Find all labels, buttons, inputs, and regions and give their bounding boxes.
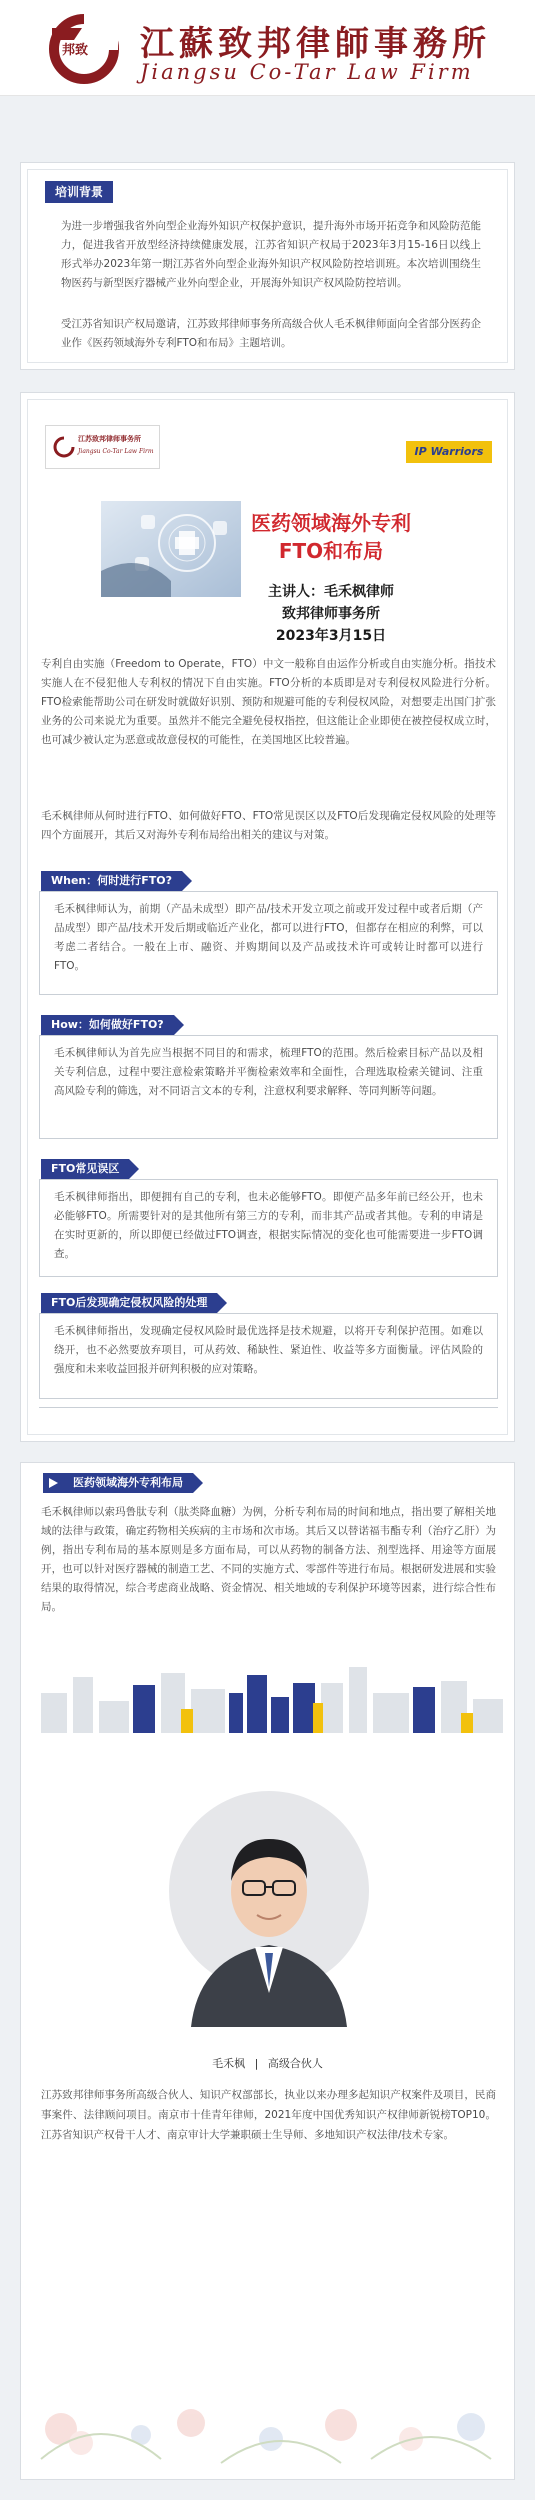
name-separator: |: [254, 2057, 259, 2070]
poster-logo-cn: 江苏致邦律师事务所: [78, 435, 141, 443]
poster-title-line-1: 医药领域海外专利: [251, 511, 411, 535]
section-box-when: [39, 891, 498, 995]
page-header: [0, 0, 535, 96]
play-triangle-icon: [43, 1473, 63, 1493]
poster-logo: [45, 425, 160, 469]
ip-warriors-badge: IP Warriors: [406, 441, 492, 463]
section-tag-when: When：何时进行FTO?: [41, 871, 182, 891]
section-text-misconceptions: 毛禾枫律师指出，即便拥有自己的专利，也未必能够FTO。即便产品多年前已经公开，也未必能够FTO。所需要针对的是其他所有第三方的专利，而非其产品或者其他。专利的申请是在实时更新的，所以即便已经做过FTO调查，根据实际情况的变化也可能需要进一步FTO调查。: [54, 1191, 483, 1260]
floral-decoration-icon: [21, 2339, 514, 2479]
training-poster: [45, 425, 492, 645]
profile-title: 高级合伙人: [267, 2057, 323, 2070]
poster-firm: 致邦律师事务所: [282, 606, 380, 622]
training-background-card: [20, 162, 515, 370]
background-paragraph-1: 为进一步增强我省外向型企业海外知识产权保护意识，提升海外市场开拓竞争和风险防范能力，促进我省开放型经济持续健康发展，江苏省知识产权局于2023年3月15-16日以线上形式举办2023年第一期江苏省外向型企业海外知识产权风险防控培训班。本次培训围绕生物医药与新型医疗器械产业外向型企业，开展海外知识产权风险防控培训。: [61, 220, 481, 289]
section-box-misconceptions: [39, 1179, 498, 1277]
section-tag-how: How：如何做好FTO?: [41, 1015, 174, 1035]
section-box-how: [39, 1035, 498, 1139]
city-skyline-icon: [21, 1663, 514, 1733]
section-tag-risk-handling: FTO后发现确定侵权风险的处理: [41, 1293, 217, 1313]
section-box-risk-handling: [39, 1313, 498, 1399]
section-tag: 培训背景: [45, 181, 113, 203]
profile-name-line: [21, 2055, 514, 2071]
mini-logo-icon: [50, 434, 76, 460]
divider: [39, 1407, 498, 1408]
poster-title-line-2: FTO和布局: [278, 539, 384, 563]
firm-name-en: Jiangsu Co-Tar Law Firm: [140, 60, 474, 84]
background-paragraph-2: 受江苏省知识产权局邀请，江苏致邦律师事务所高级合伙人毛禾枫律师面向全省部分医药企业作《医药领域海外专利FTO和布局》主题培训。: [61, 318, 481, 349]
firm-name-cn: 江蘇致邦律師事務所: [140, 24, 491, 64]
section-text-risk-handling: 毛禾枫律师指出，发现确定侵权风险时最优选择是技术规避，以将开专利保护范围。如难以绕开，也不必然要放弃项目，可从药效、稀缺性、紧迫性、收益等多方面衡量。评估风险的强度和未来收益回报并研判积极的应对策略。: [54, 1325, 483, 1375]
poster-speaker: 主讲人：毛禾枫律师: [268, 584, 394, 600]
training-content-card: [20, 392, 515, 1442]
section-tag-misconceptions: FTO常见误区: [41, 1159, 129, 1179]
lawyer-portrait-icon: [151, 1781, 387, 2027]
profile-name: 毛禾枫: [212, 2057, 246, 2070]
medical-tech-illustration-icon: [101, 501, 241, 597]
fto-intro-paragraph-1: 专利自由实施（Freedom to Operate，FTO）中文一般称自由运作分析或自由实施分析。指技术实施人在不侵犯他人专利权的情况下自由实施。FTO分析的本质即是对专利侵权风险进行分析。FTO检索能帮助公司在研发时就做好识别、预防和规避可能的专利侵权风险，对想要走出国门扩张业务的公司来说尤为重要。虽然并不能完全避免侵权指控，但这能让企业即使在被控侵权成立时，也可减少被认定为恶意或故意侵权的可能性，在美国地区比较普遍。: [41, 658, 496, 746]
firm-logo-icon: [22, 10, 130, 88]
section-tag-patent-layout: 医药领域海外专利布局: [63, 1473, 193, 1493]
fto-intro-paragraph-2: 毛禾枫律师从何时进行FTO、如何做好FTO、FTO常见误区以及FTO后发现确定侵权风险的处理等四个方面展开，其后又对海外专利布局给出相关的建议与对策。: [41, 810, 496, 841]
patent-layout-and-profile-card: [20, 1462, 515, 2480]
section-text-how: 毛禾枫律师认为首先应当根据不同目的和需求，梳理FTO的范围。然后检索目标产品以及相关专利信息，过程中要注意检索策略并平衡检索效率和全面性，合理选取检索关键词、注重高风险专利的筛选，对不同语言文本的专利，注意权利要求解释、等同判断等问题。: [54, 1047, 483, 1097]
profile-bio: 江苏致邦律师事务所高级合伙人、知识产权部部长，执业以来办理多起知识产权案件及项目，民商事案件、法律顾问项目。南京市十佳青年律师，2021年度中国优秀知识产权律师新锐榜TOP10。江苏省知识产权骨干人才、南京审计大学兼职硕士生导师、多地知识产权法律/技术专家。: [41, 2089, 496, 2141]
logo-text: 邦致: [62, 43, 89, 58]
poster-logo-en: Jiangsu Co-Tar Law Firm: [78, 448, 154, 455]
poster-date: 2023年3月15日: [275, 628, 387, 644]
patent-layout-text: 毛禾枫律师以索玛鲁肽专利（肽类降血糖）为例，分析专利布局的时间和地点，指出要了解相关地域的法律与政策，确定药物相关疾病的主市场和次市场。其后又以替诺福韦酯专利（治疗乙肝）为例，指出专利布局的基本原则是多方面布局，可以从药物的制备方法、剂型选择、用途等方面展开，也可以针对医疗器械的制造工艺、不同的实施方式、零部件等进行布局。根据研发进展和实验结果的取得情况，综合考虑商业战略、资金情况、相关地域的专利保护环境等因素，进行综合性布局。: [41, 1506, 496, 1613]
section-text-when: 毛禾枫律师认为，前期（产品未成型）即产品/技术开发立项之前或开发过程中或者后期（产品成型）即产品/技术开发后期或临近产业化，都可以进行FTO，但都存在相应的利弊，可以考虑二者结合。一般在上市、融资、并购期间以及产品或技术许可或转让时都可以进行FTO。: [54, 903, 483, 972]
